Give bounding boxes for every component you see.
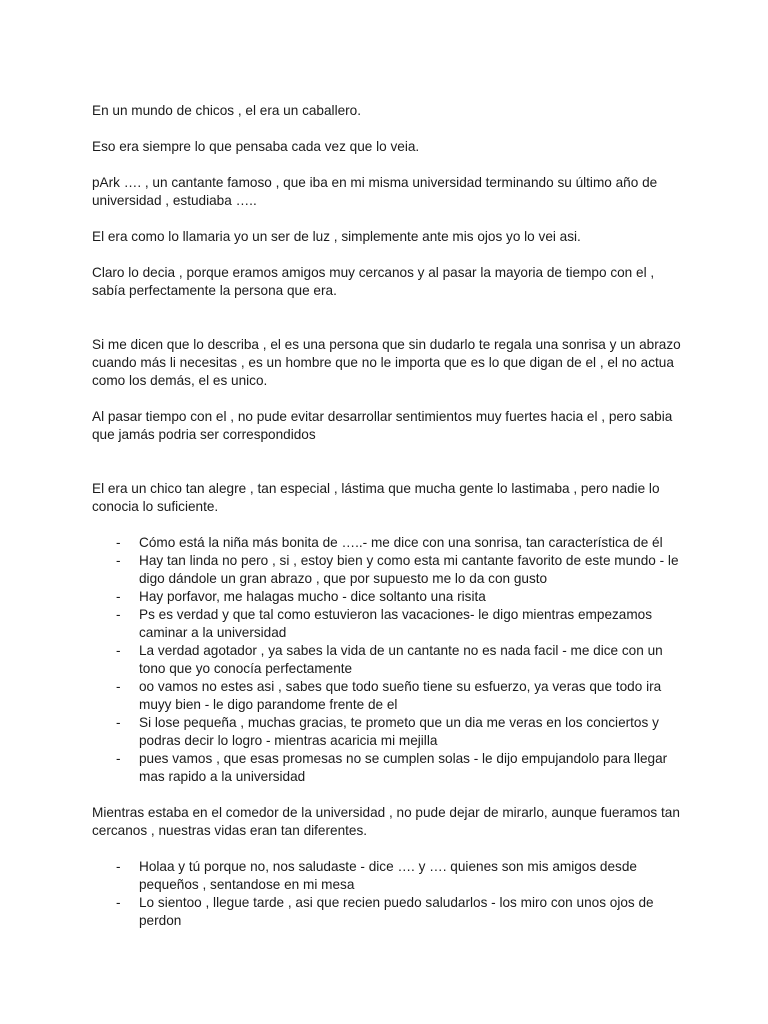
dash-marker: -: [116, 859, 121, 874]
dialogue-list: [92, 858, 682, 930]
dialogue-line: [92, 552, 682, 588]
dialogue-line: [92, 678, 682, 714]
dialogue-text: Hay porfavor, me halagas mucho - dice soltanto una risita: [139, 589, 486, 604]
dialogue-text: Cómo está la niña más bonita de …..- me dice con una sonrisa, tan característica de él: [139, 535, 663, 550]
dash-marker: -: [116, 895, 121, 910]
dialogue-text: Si lose pequeña , muchas gracias, te prometo que un dia me veras en los conciertos y podras decir lo logro - mientras acaricia mi mejilla: [139, 715, 659, 748]
dialogue-line: [92, 606, 682, 642]
paragraph: Claro lo decia , porque eramos amigos muy cercanos y al pasar la mayoria de tiempo con el , sabía perfectamente la persona que era.: [92, 265, 655, 298]
dialogue-line: [92, 858, 682, 894]
paragraph-opening: En un mundo de chicos , el era un caballero.: [92, 103, 362, 118]
dialogue-line: [92, 750, 682, 786]
paragraph: Eso era siempre lo que pensaba cada vez que lo veia.: [92, 139, 420, 154]
dash-marker: -: [116, 751, 121, 766]
paragraph: El era un chico tan alegre , tan especial , lástima que mucha gente lo lastimaba , pero nadie lo conocia lo suficiente.: [92, 481, 660, 514]
dialogue-line: [92, 642, 682, 678]
dialogue-text: Lo sientoo , llegue tarde , asi que recien puedo saludarlos - los miro con unos ojos de perdon: [139, 895, 654, 928]
dash-marker: -: [116, 535, 121, 550]
dialogue-list: [92, 534, 682, 786]
dash-marker: -: [116, 589, 121, 604]
document-page: [92, 102, 682, 930]
dash-marker: -: [116, 553, 121, 568]
paragraph: pArk …. , un cantante famoso , que iba en mi misma universidad terminando su último año de universidad , estudiaba …..: [92, 175, 658, 208]
dash-marker: -: [116, 715, 121, 730]
dialogue-text: La verdad agotador , ya sabes la vida de un cantante no es nada facil - me dice con un tono que yo conocía perfectamente: [139, 643, 663, 676]
dash-marker: -: [116, 679, 121, 694]
paragraph: Mientras estaba en el comedor de la universidad , no pude dejar de mirarlo, aunque fueramos tan cercanos , nuestras vidas eran tan diferentes.: [92, 805, 680, 838]
dialogue-text: Holaa y tú porque no, nos saludaste - dice …. y …. quienes son mis amigos desde pequeños , sentandose en mi mesa: [139, 859, 637, 892]
dash-marker: -: [116, 643, 121, 658]
paragraph: Si me dicen que lo describa , el es una persona que sin dudarlo te regala una sonrisa y un abrazo cuando más li necesitas , es un hombre que no le importa que es lo que digan de el , el no actua como los demás, el es unico.: [92, 337, 681, 388]
paragraph: Al pasar tiempo con el , no pude evitar desarrollar sentimientos muy fuertes hacia el , pero sabia que jamás podria ser correspondidos: [92, 409, 673, 442]
dialogue-line: [92, 534, 682, 552]
dash-marker: -: [116, 607, 121, 622]
dialogue-text: Ps es verdad y que tal como estuvieron las vacaciones- le digo mientras empezamos caminar a la universidad: [139, 607, 653, 640]
dialogue-line: [92, 588, 682, 606]
dialogue-text: oo vamos no estes asi , sabes que todo sueño tiene su esfuerzo, ya veras que todo ira muyy bien - le digo parandome frente de el: [139, 679, 662, 712]
dialogue-line: [92, 714, 682, 750]
dialogue-text: pues vamos , que esas promesas no se cumplen solas - le dijo empujandolo para llegar mas rapido a la universidad: [139, 751, 668, 784]
dialogue-line: [92, 894, 682, 930]
paragraph: El era como lo llamaria yo un ser de luz , simplemente ante mis ojos yo lo vei asi.: [92, 229, 581, 244]
dialogue-text: Hay tan linda no pero , si , estoy bien y como esta mi cantante favorito de este mundo - le digo dándole un gran abrazo , que por supuesto me lo da con gusto: [139, 553, 679, 586]
